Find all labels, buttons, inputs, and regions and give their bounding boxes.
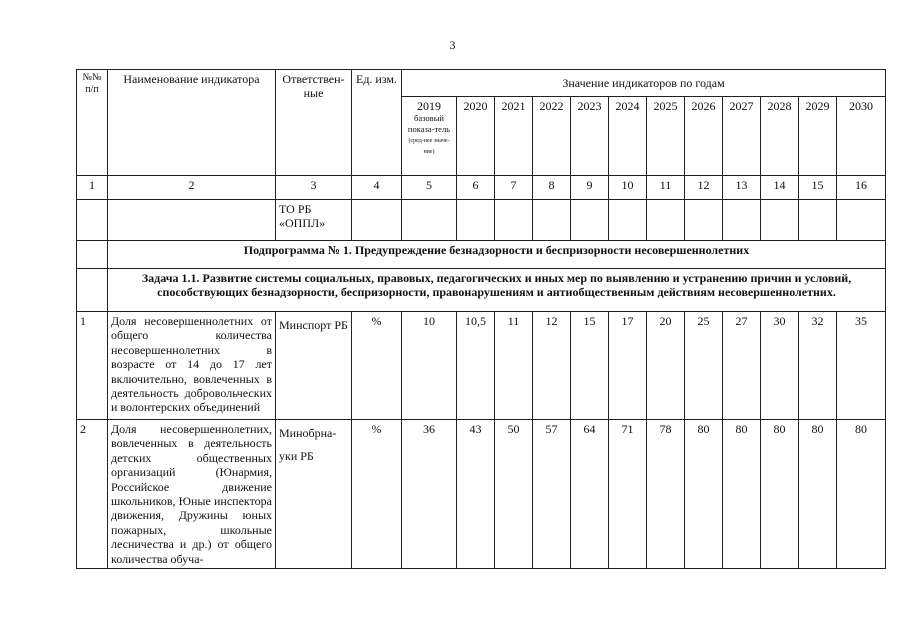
column-number: 3 (276, 176, 352, 200)
value-2019: 36 (402, 420, 457, 569)
column-numbers-row (77, 176, 886, 200)
value-2027: 27 (723, 312, 761, 420)
column-number: 11 (647, 176, 685, 200)
year-2024: 2024 (609, 97, 647, 176)
value-2028: 80 (761, 420, 799, 569)
value-2021: 11 (495, 312, 533, 420)
column-number: 16 (837, 176, 886, 200)
value-2028: 30 (761, 312, 799, 420)
base-year: 2019 (417, 99, 441, 113)
year-2028: 2028 (761, 97, 799, 176)
value-2024: 71 (609, 420, 647, 569)
year-2025: 2025 (647, 97, 685, 176)
responsible: Минспорт РБ (276, 312, 352, 420)
responsible: Минобрна-уки РБ (276, 420, 352, 569)
year-2029: 2029 (799, 97, 837, 176)
header-values-by-year: Значение индикаторов по годам (402, 70, 886, 97)
column-number: 13 (723, 176, 761, 200)
task-row (77, 269, 886, 312)
column-number: 14 (761, 176, 799, 200)
table-row (77, 420, 886, 569)
header-row (77, 70, 886, 97)
indicator-name: Доля несовершеннолетних от общего количества несовершеннолетних в возрасте от 14 до 17 лет включительно, вовлеченных в деятельность добровольческих и волонтерских объединений (108, 312, 276, 420)
header-indicator-name: Наименование индикатора (108, 70, 276, 176)
value-2019: 10 (402, 312, 457, 420)
base-year-note: базовый показа-тель (сред-нее значе-ние) (407, 113, 451, 155)
unit: % (352, 312, 402, 420)
column-number: 5 (402, 176, 457, 200)
column-number: 4 (352, 176, 402, 200)
value-2020: 43 (457, 420, 495, 569)
header-responsible: Ответствен-ные (276, 70, 352, 176)
year-2030: 2030 (837, 97, 886, 176)
indicator-name: Доля несовершеннолетних, вовлеченных в деятельность детских общественных организаций (Юнармия, Российское движение школьников, Юные инспектора движения, Дружины юных пожарных, школьные лесничества и др.) от общего количества обуча- (108, 420, 276, 569)
value-2024: 17 (609, 312, 647, 420)
value-2021: 50 (495, 420, 533, 569)
value-2022: 12 (533, 312, 571, 420)
task-title: Задача 1.1. Развитие системы социальных, правовых, педагогических и иных мер по выявлению и устранению причин и условий, способствующих безнадзорности, беспризорности, правонарушениям и антиобщественным действиям несовершеннолетних. (108, 269, 886, 312)
value-2027: 80 (723, 420, 761, 569)
value-2030: 35 (837, 312, 886, 420)
value-2023: 64 (571, 420, 609, 569)
year-2027: 2027 (723, 97, 761, 176)
subprogram-title: Подпрограмма № 1. Предупреждение безнадзорности и беспризорности несовершеннолетних (108, 241, 886, 269)
column-number: 2 (108, 176, 276, 200)
table-row (77, 312, 886, 420)
to-rb-responsible: ТО РБ «ОППЛ» (276, 200, 352, 241)
value-2030: 80 (837, 420, 886, 569)
to-rb-row (77, 200, 886, 241)
subprogram-row (77, 241, 886, 269)
base-year-cell (402, 97, 457, 176)
year-2023: 2023 (571, 97, 609, 176)
row-number: 1 (77, 312, 108, 420)
year-2026: 2026 (685, 97, 723, 176)
header-num: №№ п/п (77, 70, 108, 176)
year-2020: 2020 (457, 97, 495, 176)
row-number: 2 (77, 420, 108, 569)
header-unit: Ед. изм. (352, 70, 402, 176)
value-2020: 10,5 (457, 312, 495, 420)
value-2025: 20 (647, 312, 685, 420)
column-number: 15 (799, 176, 837, 200)
value-2029: 32 (799, 312, 837, 420)
column-number: 6 (457, 176, 495, 200)
value-2022: 57 (533, 420, 571, 569)
column-number: 9 (571, 176, 609, 200)
unit: % (352, 420, 402, 569)
value-2026: 80 (685, 420, 723, 569)
column-number: 1 (77, 176, 108, 200)
column-number: 12 (685, 176, 723, 200)
column-number: 8 (533, 176, 571, 200)
value-2029: 80 (799, 420, 837, 569)
value-2026: 25 (685, 312, 723, 420)
page-number: 3 (449, 38, 456, 52)
column-number: 7 (495, 176, 533, 200)
column-number: 10 (609, 176, 647, 200)
base-year-note-small: (сред-нее значе-ние) (408, 137, 450, 155)
indicators-table (76, 69, 886, 569)
year-2022: 2022 (533, 97, 571, 176)
value-2023: 15 (571, 312, 609, 420)
year-2021: 2021 (495, 97, 533, 176)
value-2025: 78 (647, 420, 685, 569)
